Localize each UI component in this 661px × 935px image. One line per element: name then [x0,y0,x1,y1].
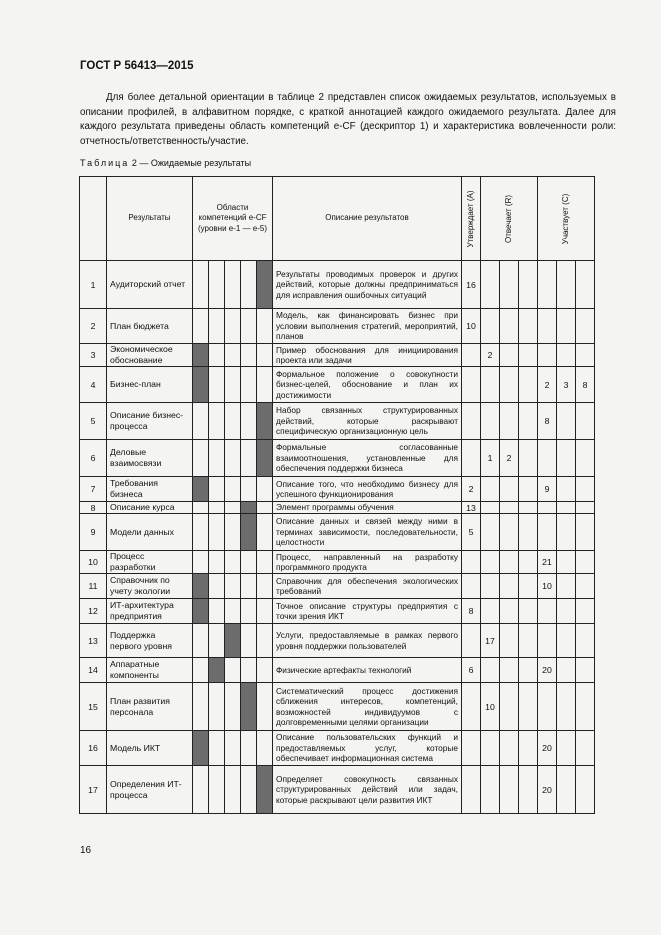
competence-level-cell [225,367,241,403]
competence-level-cell [257,683,273,731]
competence-level-cell [241,367,257,403]
row-result: Определения ИТ-процесса [107,766,193,814]
involvement-value [557,502,576,514]
row-number: 7 [80,477,107,502]
competence-level-cell [241,766,257,814]
involvement-value [557,599,576,624]
involvement-value [500,261,519,309]
involvement-value [557,261,576,309]
involvement-value: 8 [462,599,481,624]
row-result: Требования бизнеса [107,477,193,502]
involvement-value [519,624,538,658]
table-row [80,477,595,502]
competence-level-cell [225,683,241,731]
competence-level-cell [257,477,273,502]
row-description: Описание пользовательских функций и предоставляемых услуг, которые обеспечивает информационная система [273,731,462,766]
involvement-value: 20 [538,766,557,814]
involvement-value [500,599,519,624]
involvement-value [500,551,519,574]
competence-level-cell [225,551,241,574]
competence-level-cell [257,551,273,574]
header-approves [462,177,481,261]
involvement-value [519,514,538,551]
involvement-value [500,574,519,599]
row-number: 12 [80,599,107,624]
row-result: Процесс разработки [107,551,193,574]
row-result: План развития персонала [107,683,193,731]
involvement-value [576,683,595,731]
competence-level-shaded [193,344,209,367]
row-description: Пример обоснования для инициирования проекта или задачи [273,344,462,367]
involvement-value: 20 [538,658,557,683]
involvement-value [576,624,595,658]
involvement-value [481,309,500,344]
competence-level-cell [209,514,225,551]
involvement-value [500,502,519,514]
table-row [80,403,595,440]
involvement-value [576,766,595,814]
competence-level-cell [225,403,241,440]
involvement-value [481,403,500,440]
row-description: Формальные согласованные взаимоотношения, установленные для обеспечения поддержки бизнеса [273,440,462,477]
header-participates-label: Участвует (C) [560,193,570,244]
competence-level-cell [209,344,225,367]
competence-level-cell [193,261,209,309]
caption-prefix: Таблица [80,158,130,168]
involvement-value [519,574,538,599]
row-number: 6 [80,440,107,477]
competence-level-cell [193,440,209,477]
competence-level-cell [193,658,209,683]
row-result: Модель ИКТ [107,731,193,766]
involvement-value: 1 [481,440,500,477]
competence-level-cell [209,683,225,731]
row-result: План бюджета [107,309,193,344]
competence-level-cell [241,403,257,440]
row-number: 15 [80,683,107,731]
involvement-value [538,683,557,731]
involvement-value [481,658,500,683]
row-number: 13 [80,624,107,658]
involvement-value: 8 [538,403,557,440]
table-row [80,574,595,599]
involvement-value [557,658,576,683]
competence-level-cell [225,261,241,309]
competence-level-cell [209,477,225,502]
competence-level-cell [225,514,241,551]
involvement-value: 17 [481,624,500,658]
competence-level-cell [209,624,225,658]
row-number: 10 [80,551,107,574]
competence-level-cell [225,440,241,477]
row-result: Аудиторский отчет [107,261,193,309]
row-number: 3 [80,344,107,367]
competence-level-cell [241,599,257,624]
intro-text: Для более детальной ориентации в таблице 2 представлен список ожидаемых результатов, используемых в описании профилей, в алфавитном порядке, с краткой аннотацией каждого ожидаемого результата. Далее для каждого результата приведены область компетенций e-CF (дескриптор 1) и характеристика вовлеченности роли: отчетность/ответственность/участие. [80,92,616,147]
involvement-value [519,658,538,683]
involvement-value [500,766,519,814]
involvement-value [500,658,519,683]
row-description: Определяет совокупность связанных структурированных действий или задач, которые раскрывают цели развития ИКТ [273,766,462,814]
row-number: 4 [80,367,107,403]
row-description: Элемент программы обучения [273,502,462,514]
competence-level-cell [193,403,209,440]
involvement-value [519,344,538,367]
involvement-value [500,624,519,658]
competence-level-shaded [257,766,273,814]
document-header: ГОСТ Р 56413—2015 [80,60,194,72]
table-caption [80,158,251,168]
row-description: Результаты проводимых проверок и других действий, которые должны предприниматься для исправления ошибочных ситуаций [273,261,462,309]
involvement-value [557,624,576,658]
involvement-value [519,367,538,403]
involvement-value [538,344,557,367]
competence-level-cell [257,658,273,683]
competence-level-cell [257,599,273,624]
involvement-value [557,344,576,367]
competence-level-shaded [241,683,257,731]
row-description: Описание данных и связей между ними в терминах зависимости, последовательности, целостности [273,514,462,551]
involvement-value: 10 [538,574,557,599]
row-result: Экономическое обоснование [107,344,193,367]
involvement-value: 16 [462,261,481,309]
header-row [80,177,595,261]
header-results: Результаты [107,177,193,261]
involvement-value [462,551,481,574]
competence-level-shaded [209,658,225,683]
involvement-value [538,599,557,624]
row-description: Набор связанных структурированных действий, которые раскрывают специфическую организационную цель [273,403,462,440]
row-description: Услуги, предоставляемые в рамках первого уровня поддержки пользователей [273,624,462,658]
row-number: 9 [80,514,107,551]
competence-level-cell [193,624,209,658]
table-row [80,344,595,367]
involvement-value [538,440,557,477]
involvement-value [576,261,595,309]
row-result: Аппаратные компоненты [107,658,193,683]
competence-level-cell [225,766,241,814]
row-number: 8 [80,502,107,514]
involvement-value [519,440,538,477]
row-number: 16 [80,731,107,766]
involvement-value [576,502,595,514]
header-areas: Области компетенций e-CF (уровни e-1 — e-5) [193,177,273,261]
involvement-value [576,440,595,477]
competence-level-cell [225,502,241,514]
involvement-value [557,477,576,502]
competence-level-cell [225,309,241,344]
involvement-value [519,551,538,574]
table-body [80,261,595,814]
competence-level-cell [209,731,225,766]
table-row [80,309,595,344]
competence-level-cell [209,309,225,344]
involvement-value [557,574,576,599]
involvement-value [557,440,576,477]
competence-level-shaded [257,261,273,309]
row-result: Описание бизнес-процесса [107,403,193,440]
involvement-value [500,344,519,367]
involvement-value: 2 [462,477,481,502]
involvement-value: 3 [557,367,576,403]
involvement-value [557,766,576,814]
involvement-value [519,477,538,502]
competence-level-cell [209,551,225,574]
table-row [80,440,595,477]
competence-level-cell [241,309,257,344]
competence-level-cell [257,367,273,403]
competence-level-cell [193,551,209,574]
involvement-value [519,261,538,309]
involvement-value: 20 [538,731,557,766]
row-description: Модель, как финансировать бизнес при условии выполнения стратегий, мероприятий, планов [273,309,462,344]
involvement-value [481,367,500,403]
involvement-value [576,658,595,683]
involvement-value [462,683,481,731]
involvement-value [519,309,538,344]
involvement-value [538,514,557,551]
involvement-value: 2 [500,440,519,477]
involvement-value [462,624,481,658]
table-row [80,551,595,574]
involvement-value [481,599,500,624]
results-table [79,176,595,814]
involvement-value: 8 [576,367,595,403]
competence-level-shaded [257,440,273,477]
row-number: 1 [80,261,107,309]
header-responsible [481,177,538,261]
row-number: 14 [80,658,107,683]
involvement-value [557,551,576,574]
competence-level-shaded [193,574,209,599]
row-result: Бизнес-план [107,367,193,403]
competence-level-cell [241,477,257,502]
competence-level-cell [257,624,273,658]
competence-level-shaded [193,599,209,624]
competence-level-shaded [241,502,257,514]
competence-level-shaded [193,367,209,403]
competence-level-cell [193,502,209,514]
involvement-value [519,599,538,624]
competence-level-shaded [193,731,209,766]
competence-level-cell [241,261,257,309]
competence-level-cell [257,731,273,766]
involvement-value [519,683,538,731]
row-result: Поддержка первого уровня [107,624,193,658]
involvement-value [576,309,595,344]
involvement-value [481,731,500,766]
involvement-value [462,344,481,367]
competence-level-cell [193,309,209,344]
involvement-value [481,766,500,814]
involvement-value [481,477,500,502]
involvement-value: 2 [538,367,557,403]
competence-level-cell [193,683,209,731]
competence-level-cell [209,502,225,514]
row-description: Процесс, направленный на разработку программного продукта [273,551,462,574]
table-row [80,683,595,731]
involvement-value [557,514,576,551]
involvement-value [481,574,500,599]
involvement-value [576,344,595,367]
involvement-value [557,731,576,766]
competence-level-cell [225,574,241,599]
table-row [80,731,595,766]
involvement-value [500,731,519,766]
row-result: Справочник по учету экологии [107,574,193,599]
competence-level-cell [209,574,225,599]
involvement-value [538,309,557,344]
competence-level-cell [225,344,241,367]
involvement-value [462,440,481,477]
involvement-value [576,551,595,574]
involvement-value [538,502,557,514]
row-description: Формальное положение о совокупности бизнес-целей, обоснование и план их достижимости [273,367,462,403]
header-responsible-label: Отвечает (R) [503,194,513,243]
involvement-value [500,477,519,502]
competence-level-shaded [225,624,241,658]
table-row [80,514,595,551]
competence-level-cell [193,514,209,551]
involvement-value [462,731,481,766]
involvement-value [481,502,500,514]
header-description: Описание результатов [273,177,462,261]
table-row [80,658,595,683]
page-number: 16 [80,845,92,856]
competence-level-cell [225,599,241,624]
header-num [80,177,107,261]
competence-level-cell [241,658,257,683]
competence-level-cell [209,367,225,403]
row-description: Систематический процесс достижения сближения интересов, компетенций, возможностей индивидуумов с долговременными целями организации [273,683,462,731]
involvement-value [576,403,595,440]
competence-level-cell [209,599,225,624]
competence-level-cell [241,344,257,367]
competence-level-cell [193,766,209,814]
involvement-value [462,766,481,814]
row-description: Точное описание структуры предприятия с точки зрения ИКТ [273,599,462,624]
table-row [80,624,595,658]
header-approves-label: Утверждает (A) [465,189,475,248]
competence-level-cell [225,658,241,683]
involvement-value [519,403,538,440]
involvement-value [462,403,481,440]
caption-text: 2 — Ожидаемые результаты [131,158,252,168]
involvement-value [519,766,538,814]
involvement-value [557,683,576,731]
involvement-value [462,574,481,599]
table-row [80,766,595,814]
competence-level-cell [257,344,273,367]
competence-level-cell [257,502,273,514]
involvement-value [576,731,595,766]
competence-level-cell [257,574,273,599]
involvement-value [500,367,519,403]
row-description: Физические артефакты технологий [273,658,462,683]
competence-level-cell [209,440,225,477]
involvement-value [576,574,595,599]
intro-paragraph [80,91,616,149]
involvement-value [519,731,538,766]
involvement-value: 10 [462,309,481,344]
involvement-value: 10 [481,683,500,731]
competence-level-cell [209,403,225,440]
involvement-value [500,403,519,440]
row-result: Деловые взаимосвязи [107,440,193,477]
competence-level-cell [241,624,257,658]
table-row [80,367,595,403]
row-result: ИТ-архитектура предприятия [107,599,193,624]
competence-level-cell [241,574,257,599]
involvement-value [462,367,481,403]
header-participates [538,177,595,261]
involvement-value [557,309,576,344]
competence-level-shaded [241,514,257,551]
competence-level-cell [257,514,273,551]
row-number: 5 [80,403,107,440]
competence-level-cell [209,261,225,309]
table-row [80,599,595,624]
involvement-value [576,477,595,502]
row-result: Описание курса [107,502,193,514]
competence-level-shaded [257,403,273,440]
involvement-value: 9 [538,477,557,502]
competence-level-cell [225,477,241,502]
competence-level-cell [241,551,257,574]
involvement-value: 5 [462,514,481,551]
involvement-value [576,599,595,624]
row-description: Справочник для обеспечения экологических требований [273,574,462,599]
involvement-value: 13 [462,502,481,514]
involvement-value [538,261,557,309]
row-number: 17 [80,766,107,814]
involvement-value [500,514,519,551]
involvement-value: 21 [538,551,557,574]
involvement-value [576,514,595,551]
involvement-value [557,403,576,440]
involvement-value: 6 [462,658,481,683]
competence-level-cell [257,309,273,344]
involvement-value [481,261,500,309]
table-row [80,261,595,309]
involvement-value [500,309,519,344]
competence-level-cell [241,440,257,477]
involvement-value: 2 [481,344,500,367]
involvement-value [500,683,519,731]
table-row [80,502,595,514]
row-description: Описание того, что необходимо бизнесу для успешного функционирования [273,477,462,502]
competence-level-cell [209,766,225,814]
involvement-value [538,624,557,658]
involvement-value [519,502,538,514]
row-result: Модели данных [107,514,193,551]
row-number: 11 [80,574,107,599]
competence-level-cell [225,731,241,766]
involvement-value [481,551,500,574]
competence-level-cell [241,731,257,766]
competence-level-shaded [193,477,209,502]
row-number: 2 [80,309,107,344]
involvement-value [481,514,500,551]
